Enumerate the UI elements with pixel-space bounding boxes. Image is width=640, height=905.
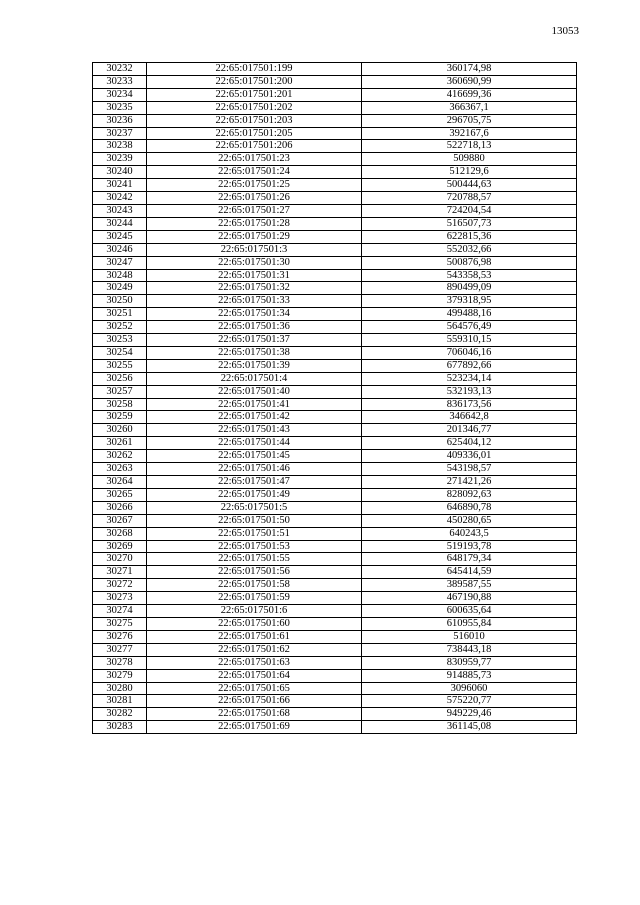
cadastral-value-cell: 559310,15 <box>362 334 577 347</box>
cadastral-number-cell: 22:65:017501:56 <box>147 566 362 579</box>
cadastral-value-cell: 467190,88 <box>362 592 577 605</box>
table-row <box>93 192 577 205</box>
cadastral-value-cell: 360174,98 <box>362 63 577 76</box>
cadastral-number-cell: 22:65:017501:28 <box>147 217 362 230</box>
row-number-cell: 30258 <box>93 398 147 411</box>
table-row <box>93 656 577 669</box>
table-row <box>93 617 577 630</box>
table-row <box>93 630 577 643</box>
row-number-cell: 30234 <box>93 88 147 101</box>
row-number-cell: 30268 <box>93 527 147 540</box>
row-number-cell: 30265 <box>93 488 147 501</box>
cadastral-number-cell: 22:65:017501:50 <box>147 514 362 527</box>
table-row <box>93 217 577 230</box>
table-row <box>93 101 577 114</box>
row-number-cell: 30270 <box>93 553 147 566</box>
row-number-cell: 30276 <box>93 630 147 643</box>
table-row <box>93 230 577 243</box>
cadastral-number-cell: 22:65:017501:51 <box>147 527 362 540</box>
cadastral-number-cell: 22:65:017501:63 <box>147 656 362 669</box>
table-row <box>93 295 577 308</box>
row-number-cell: 30235 <box>93 101 147 114</box>
cadastral-number-cell: 22:65:017501:66 <box>147 695 362 708</box>
table-row <box>93 127 577 140</box>
cadastral-number-cell: 22:65:017501:32 <box>147 282 362 295</box>
table-row <box>93 463 577 476</box>
cadastral-value-cell: 600635,64 <box>362 605 577 618</box>
cadastral-number-cell: 22:65:017501:53 <box>147 540 362 553</box>
cadastral-value-cell: 500444,63 <box>362 179 577 192</box>
table-row <box>93 450 577 463</box>
cadastral-value-cell: 519193,78 <box>362 540 577 553</box>
cadastral-value-cell: 379318,95 <box>362 295 577 308</box>
row-number-cell: 30277 <box>93 643 147 656</box>
row-number-cell: 30239 <box>93 153 147 166</box>
cadastral-number-cell: 22:65:017501:26 <box>147 192 362 205</box>
cadastral-number-cell: 22:65:017501:60 <box>147 617 362 630</box>
cadastral-value-cell: 622815,36 <box>362 230 577 243</box>
table-row <box>93 476 577 489</box>
cadastral-value-cell: 543358,53 <box>362 269 577 282</box>
cadastral-number-cell: 22:65:017501:203 <box>147 114 362 127</box>
row-number-cell: 30254 <box>93 346 147 359</box>
cadastral-number-cell: 22:65:017501:47 <box>147 476 362 489</box>
cadastral-number-cell: 22:65:017501:205 <box>147 127 362 140</box>
cadastral-value-cell: 610955,84 <box>362 617 577 630</box>
cadastral-value-cell: 516010 <box>362 630 577 643</box>
cadastral-number-cell: 22:65:017501:69 <box>147 721 362 734</box>
cadastral-number-cell: 22:65:017501:41 <box>147 398 362 411</box>
row-number-cell: 30248 <box>93 269 147 282</box>
table-row <box>93 282 577 295</box>
cadastral-number-cell: 22:65:017501:34 <box>147 308 362 321</box>
table-row <box>93 643 577 656</box>
cadastral-value-cell: 648179,34 <box>362 553 577 566</box>
cadastral-number-cell: 22:65:017501:206 <box>147 140 362 153</box>
cadastral-number-cell: 22:65:017501:62 <box>147 643 362 656</box>
row-number-cell: 30273 <box>93 592 147 605</box>
cadastral-value-cell: 389587,55 <box>362 579 577 592</box>
row-number-cell: 30241 <box>93 179 147 192</box>
row-number-cell: 30245 <box>93 230 147 243</box>
cadastral-value-cell: 828092,63 <box>362 488 577 501</box>
cadastral-value-cell: 409336,01 <box>362 450 577 463</box>
cadastral-value-cell: 366367,1 <box>362 101 577 114</box>
row-number-cell: 30253 <box>93 334 147 347</box>
table-row <box>93 579 577 592</box>
cadastral-value-cell: 500876,98 <box>362 256 577 269</box>
table-row <box>93 398 577 411</box>
cadastral-value-cell: 360690,99 <box>362 75 577 88</box>
table-row <box>93 269 577 282</box>
cadastral-value-cell: 552032,66 <box>362 243 577 256</box>
table-row <box>93 385 577 398</box>
table-row <box>93 488 577 501</box>
table-row <box>93 204 577 217</box>
row-number-cell: 30262 <box>93 450 147 463</box>
row-number-cell: 30267 <box>93 514 147 527</box>
row-number-cell: 30237 <box>93 127 147 140</box>
table-row <box>93 553 577 566</box>
row-number-cell: 30240 <box>93 166 147 179</box>
row-number-cell: 30233 <box>93 75 147 88</box>
cadastral-value-cell: 646890,78 <box>362 501 577 514</box>
row-number-cell: 30251 <box>93 308 147 321</box>
cadastral-number-cell: 22:65:017501:44 <box>147 437 362 450</box>
cadastral-number-cell: 22:65:017501:42 <box>147 411 362 424</box>
row-number-cell: 30247 <box>93 256 147 269</box>
row-number-cell: 30236 <box>93 114 147 127</box>
cadastral-value-cell: 271421,26 <box>362 476 577 489</box>
cadastral-number-cell: 22:65:017501:68 <box>147 708 362 721</box>
table-row <box>93 256 577 269</box>
table-row <box>93 153 577 166</box>
cadastral-value-cell: 640243,5 <box>362 527 577 540</box>
table-row <box>93 334 577 347</box>
cadastral-number-cell: 22:65:017501:6 <box>147 605 362 618</box>
cadastral-value-cell: 523234,14 <box>362 372 577 385</box>
table-row <box>93 437 577 450</box>
row-number-cell: 30244 <box>93 217 147 230</box>
table-row <box>93 321 577 334</box>
row-number-cell: 30271 <box>93 566 147 579</box>
row-number-cell: 30256 <box>93 372 147 385</box>
table-row <box>93 540 577 553</box>
table-row <box>93 527 577 540</box>
cadastral-number-cell: 22:65:017501:29 <box>147 230 362 243</box>
row-number-cell: 30259 <box>93 411 147 424</box>
cadastral-number-cell: 22:65:017501:24 <box>147 166 362 179</box>
cadastral-number-cell: 22:65:017501:55 <box>147 553 362 566</box>
cadastral-value-cell: 830959,77 <box>362 656 577 669</box>
row-number-cell: 30266 <box>93 501 147 514</box>
cadastral-number-cell: 22:65:017501:3 <box>147 243 362 256</box>
cadastral-number-cell: 22:65:017501:33 <box>147 295 362 308</box>
table-row <box>93 372 577 385</box>
cadastral-value-cell: 522718,13 <box>362 140 577 153</box>
cadastral-value-cell: 532193,13 <box>362 385 577 398</box>
cadastral-number-cell: 22:65:017501:38 <box>147 346 362 359</box>
row-number-cell: 30279 <box>93 669 147 682</box>
cadastral-value-cell: 724204,54 <box>362 204 577 217</box>
table-row <box>93 411 577 424</box>
cadastral-value-cell: 949229,46 <box>362 708 577 721</box>
cadastral-value-cell: 625404,12 <box>362 437 577 450</box>
row-number-cell: 30238 <box>93 140 147 153</box>
row-number-cell: 30283 <box>93 721 147 734</box>
cadastral-value-cell: 516507,73 <box>362 217 577 230</box>
cadastral-value-cell: 677892,66 <box>362 359 577 372</box>
row-number-cell: 30275 <box>93 617 147 630</box>
cadastral-value-cell: 296705,75 <box>362 114 577 127</box>
row-number-cell: 30260 <box>93 424 147 437</box>
cadastral-number-cell: 22:65:017501:23 <box>147 153 362 166</box>
table-row <box>93 708 577 721</box>
table-row <box>93 75 577 88</box>
table-row <box>93 88 577 101</box>
table-row <box>93 140 577 153</box>
table-row <box>93 514 577 527</box>
row-number-cell: 30264 <box>93 476 147 489</box>
cadastral-value-table <box>92 62 577 734</box>
table-body <box>93 63 577 734</box>
cadastral-value-cell: 499488,16 <box>362 308 577 321</box>
cadastral-value-cell: 836173,56 <box>362 398 577 411</box>
table-row <box>93 605 577 618</box>
table-row <box>93 114 577 127</box>
cadastral-number-cell: 22:65:017501:25 <box>147 179 362 192</box>
cadastral-number-cell: 22:65:017501:49 <box>147 488 362 501</box>
table-row <box>93 501 577 514</box>
row-number-cell: 30282 <box>93 708 147 721</box>
table-row <box>93 424 577 437</box>
cadastral-value-cell: 738443,18 <box>362 643 577 656</box>
cadastral-number-cell: 22:65:017501:65 <box>147 682 362 695</box>
cadastral-value-cell: 361145,08 <box>362 721 577 734</box>
row-number-cell: 30255 <box>93 359 147 372</box>
table-row <box>93 592 577 605</box>
cadastral-number-cell: 22:65:017501:5 <box>147 501 362 514</box>
cadastral-number-cell: 22:65:017501:36 <box>147 321 362 334</box>
cadastral-number-cell: 22:65:017501:200 <box>147 75 362 88</box>
row-number-cell: 30250 <box>93 295 147 308</box>
table-row <box>93 695 577 708</box>
cadastral-number-cell: 22:65:017501:43 <box>147 424 362 437</box>
cadastral-number-cell: 22:65:017501:201 <box>147 88 362 101</box>
row-number-cell: 30252 <box>93 321 147 334</box>
cadastral-number-cell: 22:65:017501:199 <box>147 63 362 76</box>
cadastral-value-cell: 416699,36 <box>362 88 577 101</box>
cadastral-number-cell: 22:65:017501:58 <box>147 579 362 592</box>
cadastral-value-cell: 512129,6 <box>362 166 577 179</box>
table-row <box>93 359 577 372</box>
cadastral-number-cell: 22:65:017501:46 <box>147 463 362 476</box>
table-row <box>93 682 577 695</box>
cadastral-value-cell: 3096060 <box>362 682 577 695</box>
cadastral-value-cell: 201346,77 <box>362 424 577 437</box>
cadastral-value-cell: 720788,57 <box>362 192 577 205</box>
cadastral-value-cell: 706046,16 <box>362 346 577 359</box>
cadastral-value-cell: 575220,77 <box>362 695 577 708</box>
row-number-cell: 30272 <box>93 579 147 592</box>
table-row <box>93 166 577 179</box>
cadastral-number-cell: 22:65:017501:37 <box>147 334 362 347</box>
cadastral-value-cell: 564576,49 <box>362 321 577 334</box>
cadastral-number-cell: 22:65:017501:202 <box>147 101 362 114</box>
cadastral-number-cell: 22:65:017501:31 <box>147 269 362 282</box>
table-row <box>93 243 577 256</box>
table-row <box>93 721 577 734</box>
row-number-cell: 30232 <box>93 63 147 76</box>
cadastral-number-cell: 22:65:017501:64 <box>147 669 362 682</box>
cadastral-value-cell: 509880 <box>362 153 577 166</box>
row-number-cell: 30281 <box>93 695 147 708</box>
row-number-cell: 30263 <box>93 463 147 476</box>
page-number: 13053 <box>551 25 579 37</box>
cadastral-number-cell: 22:65:017501:59 <box>147 592 362 605</box>
table-row <box>93 346 577 359</box>
cadastral-number-cell: 22:65:017501:45 <box>147 450 362 463</box>
row-number-cell: 30274 <box>93 605 147 618</box>
cadastral-number-cell: 22:65:017501:39 <box>147 359 362 372</box>
row-number-cell: 30261 <box>93 437 147 450</box>
row-number-cell: 30243 <box>93 204 147 217</box>
cadastral-number-cell: 22:65:017501:4 <box>147 372 362 385</box>
row-number-cell: 30246 <box>93 243 147 256</box>
cadastral-number-cell: 22:65:017501:61 <box>147 630 362 643</box>
cadastral-value-cell: 392167,6 <box>362 127 577 140</box>
cadastral-number-cell: 22:65:017501:30 <box>147 256 362 269</box>
row-number-cell: 30280 <box>93 682 147 695</box>
table-row <box>93 179 577 192</box>
cadastral-number-cell: 22:65:017501:40 <box>147 385 362 398</box>
row-number-cell: 30269 <box>93 540 147 553</box>
cadastral-value-cell: 346642,8 <box>362 411 577 424</box>
cadastral-value-cell: 914885,73 <box>362 669 577 682</box>
cadastral-value-cell: 645414,59 <box>362 566 577 579</box>
cadastral-number-cell: 22:65:017501:27 <box>147 204 362 217</box>
table-row <box>93 63 577 76</box>
table-row <box>93 308 577 321</box>
cadastral-value-cell: 890499,09 <box>362 282 577 295</box>
cadastral-value-cell: 450280,65 <box>362 514 577 527</box>
row-number-cell: 30278 <box>93 656 147 669</box>
table-row <box>93 566 577 579</box>
table-row <box>93 669 577 682</box>
row-number-cell: 30242 <box>93 192 147 205</box>
row-number-cell: 30249 <box>93 282 147 295</box>
row-number-cell: 30257 <box>93 385 147 398</box>
cadastral-value-cell: 543198,57 <box>362 463 577 476</box>
